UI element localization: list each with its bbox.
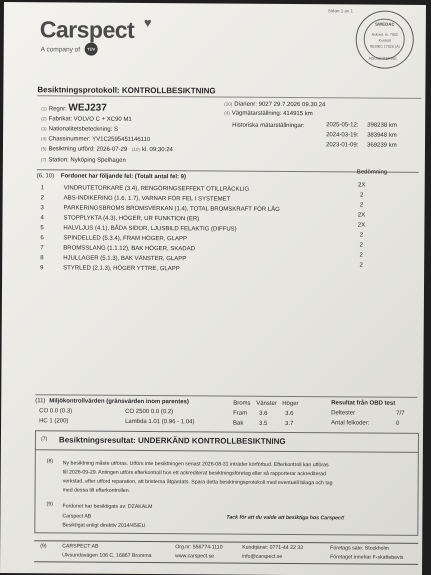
fault-no: 1	[40, 185, 45, 192]
fault-text: STYRLED (2.1.3), HÖGER YTTRE, GLAPP	[63, 265, 180, 273]
footer-email: info@carspect.se	[242, 553, 283, 560]
footer-address: Ulvsundavägen 106 C, 16867 Bromma	[62, 552, 152, 560]
brake-row-right: 3.6	[285, 410, 294, 418]
fault-no: 3	[40, 205, 44, 212]
history-label: Historiska mätarställningar:	[232, 122, 305, 130]
protocol-title: Besiktningsprotokoll: KONTROLLBESIKTNING	[37, 85, 216, 96]
obd-label: Antal felkoder:	[331, 420, 370, 427]
inspector-idx: (9)	[46, 501, 53, 508]
history-date-2: 2024-03-19:	[326, 132, 359, 139]
footer-phone: Kundtjänst: 0771-44 22 33	[242, 544, 304, 552]
page-number: Sidan 1 av 1	[327, 8, 353, 14]
brake-row-left: 3.5	[259, 420, 268, 427]
brake-row-label: Bak	[233, 420, 244, 427]
result-idx: (7)	[40, 436, 48, 443]
footer-seat: Företags säte: Stockholm	[330, 545, 390, 552]
obd-heading: Resultat från OBD test	[331, 400, 396, 407]
regnr-value: WEJ237	[68, 102, 107, 114]
note-line-3: verkstad, efter utförd reparation, att bristerna åtgärdats. Spara detta besiktningsprotokoll med eventuell bilaga och tag	[62, 478, 333, 487]
brake-header-label: Broms	[233, 400, 251, 407]
history-date-1: 2025-05-12:	[326, 122, 359, 129]
obd-label: Deltester	[331, 410, 356, 417]
fault-rating: 2	[359, 202, 364, 209]
fault-no: 8	[40, 255, 44, 262]
faults-heading: Fordonet har följande fel: (Totalt antal fel: 9)	[60, 173, 187, 181]
faults-idx: (6, 10)	[36, 173, 55, 180]
nationality-row: (3) Nationalitetsbeteckning: S	[41, 126, 119, 133]
history-km-1: 398238 km	[367, 122, 397, 129]
brake-header-left: Vänster	[256, 400, 277, 407]
result-heading: Besiktningsresultat: UNDERKÄND KONTROLLBESIKTNING	[58, 435, 286, 446]
footer-bottom-rule	[34, 561, 418, 564]
fault-text: HJULLAGER (5.1.3), BAK VÄNSTER, GLAPP	[63, 255, 187, 263]
fault-no: 7	[40, 245, 44, 252]
diarienr-row: (10) Diarienr: 9027 29.7.2026 09.30.24	[224, 101, 326, 109]
brake-row-right: 3.7	[285, 420, 294, 428]
seal-line-1: Ackred. nr. 7902	[371, 32, 398, 37]
fault-no: 4	[40, 215, 44, 222]
fault-text: PARKERINGSBROMS BROMSVERKAN (1.4), TOTAL BROMSKRAFT FÖR LÅG	[63, 205, 280, 213]
inspector-row: Fordonet har besiktigats av: DZAKALM	[62, 503, 153, 511]
chassis-row: (4) Chassinummer: YV1C2595451146110	[41, 136, 151, 144]
emissions-heading: Miljökontrollvärden (gränsvärden inom parentes)	[49, 398, 189, 406]
emissions-idx: (11)	[35, 398, 46, 405]
note-line-1: Ny besiktning måste utföras. Utförs inte besiktningen senast 2026-08-31 inträder körförbud. Efterkontroll kan utföras	[62, 460, 329, 469]
footer-idx: (9)	[40, 543, 47, 550]
fault-rating: 2X	[358, 182, 366, 189]
tuv-logo: TÜV	[85, 43, 98, 56]
seal-arc-text: SWEDAC	[375, 21, 395, 27]
fault-text: VINDRUTETORKARE (3.4), RENGÖRINGSEFFEKT OTILLRÄCKLIG	[63, 185, 250, 193]
history-km-2: 383948 km	[367, 132, 397, 139]
co2500-row: CO 2500 0.0 (0.2)	[125, 408, 174, 416]
fault-rating: 2X	[357, 212, 366, 219]
hc-row: HC 1 (200)	[39, 418, 69, 425]
fault-text: SPINDELLED (5.3.4), FRAM HÖGER, GLAPP	[63, 235, 188, 243]
regnr-label: Regnr:	[48, 106, 67, 113]
fault-no: 6	[40, 235, 44, 242]
title-divider	[37, 95, 421, 99]
footer-web: www.carspect.se	[175, 553, 215, 560]
inspection-protocol-paper	[0, 2, 426, 575]
brake-row-label: Fram	[233, 410, 248, 417]
fault-text: BROMSSLANG (1.1.12), BAK HÖGER, SKADAD	[63, 245, 196, 253]
history-km-3: 369239 km	[366, 142, 397, 149]
note-line-2: till 2026-09-29. Antingen utförs efterkontroll hos ett ackrediterat besiktningsföretag eller så rapporterar ackrediterad	[62, 469, 326, 478]
brake-row-left: 3.6	[259, 410, 268, 417]
footer-tax: Företaget innehar F-skattebevis	[330, 554, 404, 561]
fault-rating: 2	[359, 252, 363, 259]
thanks-text: Tack för att du valde att besiktiga hos Carspect!	[226, 514, 345, 522]
fault-rating: 2	[359, 242, 364, 249]
footer-orgnr: Org.nr: 556774-1110	[175, 544, 223, 551]
seal-line-3: ISO/IEC 17020 (A)	[369, 44, 400, 49]
carspect-logo: Carspect	[39, 16, 135, 43]
fault-text: ABS-INDIKERING (1.6, 1.7), VARNAR FÖR FEL I SYSTEMET	[63, 195, 231, 203]
fault-no: 9	[40, 265, 44, 272]
fault-no: 5	[40, 225, 44, 232]
history-date-3: 2023-01-09:	[325, 142, 359, 149]
fault-no: 2	[40, 195, 44, 202]
company-of-label: A company of	[40, 46, 81, 54]
directive-row: Besiktigat enligt direktiv 2014/45/EU	[62, 522, 146, 529]
odometer-row: (4) Vägmätarställning: 414915 km	[224, 110, 313, 118]
fabrikat-row: (2) Fabrikat: VOLVO C + XC90 M1	[41, 116, 132, 123]
obd-value: 7/7	[396, 410, 405, 417]
emissions-divider	[35, 394, 417, 397]
fault-rating: 2X	[357, 222, 366, 229]
swedac-seal	[356, 10, 414, 68]
lambda-row: Lambda 1.01 (0.96 - 1.04)	[125, 418, 195, 426]
footer-company: CARSPECT AB	[62, 543, 99, 550]
fault-text: STOPPLYKTA (4.3), HÖGER, UR FUNKTION (ER)	[63, 215, 200, 223]
note-idx: (8)	[46, 458, 54, 465]
fault-rating: 2	[359, 262, 363, 269]
co-row: CO 0.0 (0.3)	[39, 408, 73, 415]
rating-heading: Bedömning	[356, 169, 388, 176]
heart-icon: ♥	[143, 14, 152, 31]
note-line-4: med dessa till efterkontrollen.	[62, 487, 131, 494]
obd-value: 0	[396, 420, 400, 427]
seal-line-2: Kontroll	[378, 38, 391, 43]
fault-rating: 2	[359, 192, 364, 199]
regnr-row: (1) Regnr: WEJ237	[41, 102, 107, 114]
fault-text: HALVLJUS (4.1), BÅDA SIDOR, LJUSBILD FELAKTIG (DIFFUS)	[63, 225, 237, 233]
fault-rating: 2	[359, 232, 364, 239]
inspection-date-row: (5) Besiktning utförd: 2026-07-29 (10) kl. 09:30:24	[40, 146, 173, 154]
brake-header-right: Höger	[282, 400, 299, 408]
company-row: Carspect AB	[62, 513, 92, 520]
seal-arc-text-2: ACKREDITERING	[368, 56, 397, 61]
station-row: (7) Station: Nyköping Spelhagen	[40, 157, 126, 164]
